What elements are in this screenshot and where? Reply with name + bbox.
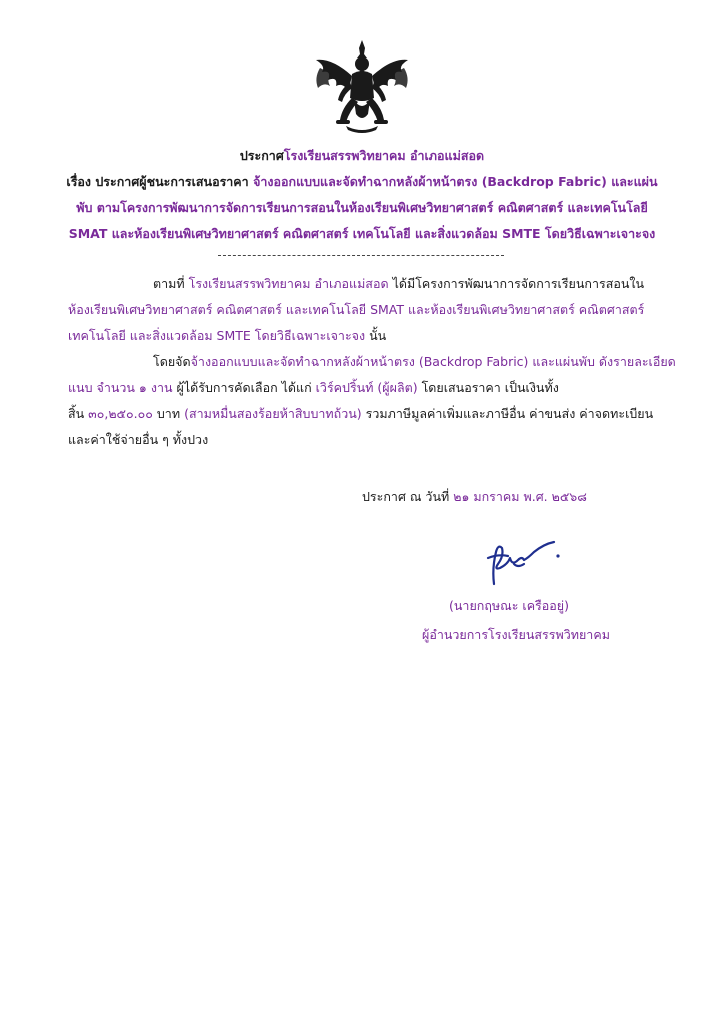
p2-amount-words: (สามหมื่นสองร้อยห้าสิบบาทถ้วน)	[184, 406, 362, 421]
p2-winner: เวิร์คปริ้นท์ (ผู้ผลิต)	[315, 380, 418, 395]
signatory-name: (นายกฤษณะ เครืออยู่)	[449, 598, 569, 613]
announce-label: ประกาศ ณ วันที่	[362, 489, 450, 504]
subject-line-2: พับ ตามโครงการพัฒนาการจัดการเรียนการสอนในห้องเรียนพิเศษวิทยาศาสตร์ คณิตศาสตร์ และเทคโนโลยี	[76, 200, 648, 215]
signature-icon	[474, 538, 566, 586]
announcement-date-line	[362, 489, 587, 505]
p2-selected-label: ผู้ได้รับการคัดเลือก ได้แก่	[176, 380, 312, 395]
p2-tax-note: รวมภาษีมูลค่าเพิ่มและภาษีอื่น ค่าขนส่ง ค่าจดทะเบียน	[365, 406, 654, 421]
p1-lead: ตามที่	[153, 276, 185, 291]
paragraph-1-line-2: ห้องเรียนพิเศษวิทยาศาสตร์ คณิตศาสตร์ และเทคโนโลยี SMAT และห้องเรียนพิเศษวิทยาศาสตร์ คณิตศาสตร์	[68, 302, 645, 317]
subject-text-1: จ้างออกแบบและจัดทำฉากหลังผ้าหน้าตรง (Backdrop Fabric) และแผ่น	[253, 174, 658, 189]
p1-school: โรงเรียนสรรพวิทยาคม อำเภอแม่สอด	[188, 276, 389, 291]
announce-date: ๒๑ มกราคม พ.ศ. ๒๕๖๘	[453, 489, 587, 504]
subject-line-3: SMAT และห้องเรียนพิเศษวิทยาศาสตร์ คณิตศาสตร์ เทคโนโลยี และสิ่งแวดล้อม SMTE โดยวิธีเฉพาะเจาะจง	[68, 226, 656, 241]
p2-amount: ๓๐,๒๕๐.๐๐	[88, 406, 153, 421]
paragraph-2-line-3	[68, 406, 653, 422]
paragraph-2-line-2	[68, 380, 559, 396]
title-prefix: ประกาศ	[239, 148, 284, 163]
paragraph-1-line-3	[68, 328, 386, 344]
p1-end: นั้น	[369, 328, 387, 343]
garuda-emblem-icon	[312, 38, 412, 136]
p2-total-label: สิ้น	[68, 406, 85, 421]
p2-currency: บาท	[156, 406, 181, 421]
signatory-position: ผู้อำนวยการโรงเรียนสรรพวิทยาคม	[422, 627, 610, 642]
p2-bid-label: โดยเสนอราคา เป็นเงินทั้ง	[421, 380, 559, 395]
announcement-title	[0, 148, 724, 164]
dashed-divider	[218, 255, 504, 256]
paragraph-2-line-4: และค่าใช้จ่ายอื่น ๆ ทั้งปวง	[68, 432, 209, 447]
p2-quantity: แนบ จำนวน ๑ งาน	[68, 380, 173, 395]
p2-job: จ้างออกแบบและจัดทำฉากหลังผ้าหน้าตรง (Backdrop Fabric) และแผ่นพับ ดังรายละเอียด	[190, 354, 676, 369]
title-school: โรงเรียนสรรพวิทยาคม อำเภอแม่สอด	[283, 148, 485, 163]
subject-line-1	[0, 174, 724, 190]
p1-project-end: เทคโนโลยี และสิ่งแวดล้อม SMTE โดยวิธีเฉพาะเจาะจง	[68, 328, 366, 343]
paragraph-1-line-1	[153, 276, 644, 292]
subject-prefix: เรื่อง ประกาศผู้ชนะการเสนอราคา	[66, 174, 249, 189]
paragraph-2-line-1	[153, 354, 676, 370]
p1-text: ได้มีโครงการพัฒนาการจัดการเรียนการสอนใน	[392, 276, 645, 291]
p2-lead: โดยจัด	[153, 354, 191, 369]
